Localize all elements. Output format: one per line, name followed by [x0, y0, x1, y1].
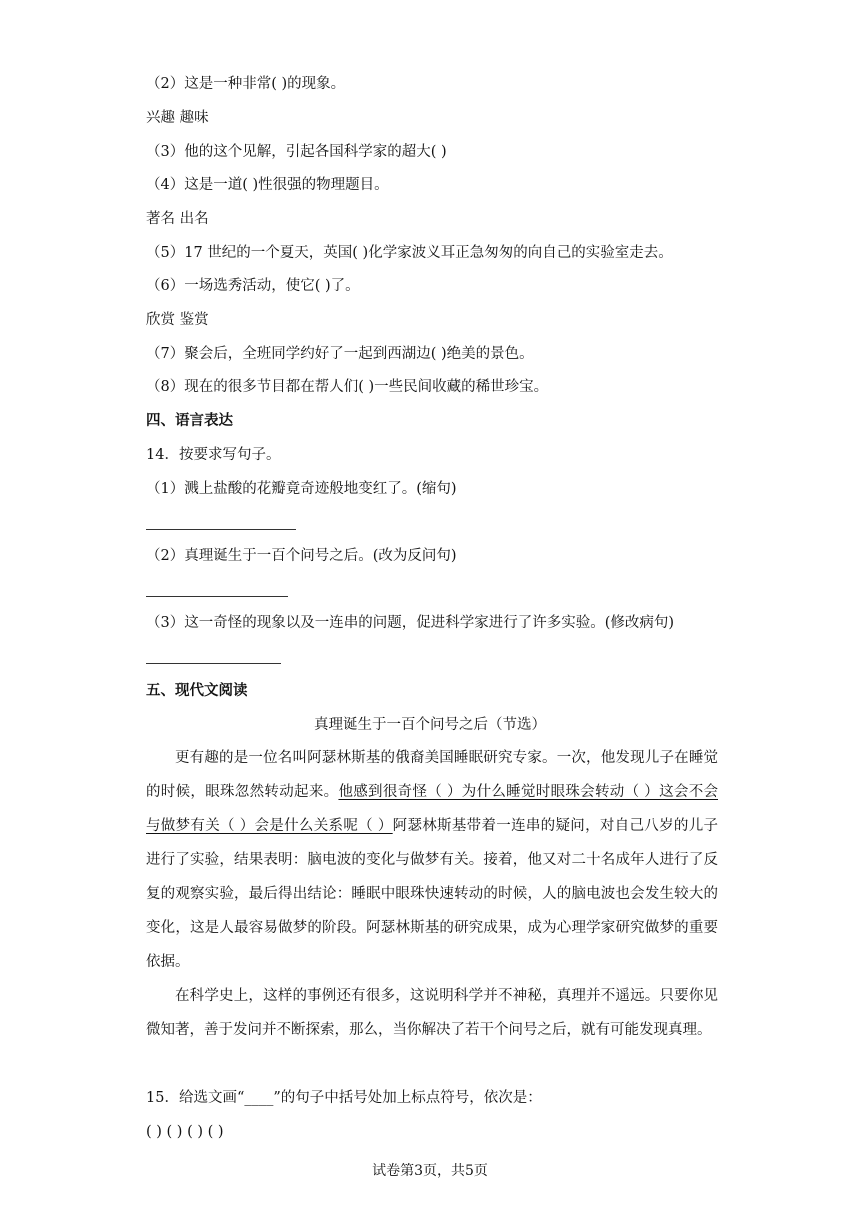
answer-blank[interactable]	[146, 529, 296, 530]
answer-blank[interactable]	[146, 596, 288, 597]
answer-blank[interactable]	[146, 663, 281, 664]
word-pair: 欣赏 鉴赏	[146, 312, 209, 328]
word-pair: 兴趣 趣味	[146, 110, 209, 126]
passage-paragraph	[146, 741, 718, 979]
question-line: （3）这一奇怪的现象以及一连串的问题，促进科学家进行了许多实验。(修改病句)	[146, 615, 675, 631]
section-heading: 五、现代文阅读	[146, 683, 248, 699]
question-line: （2）真理诞生于一百个问号之后。(改为反问句)	[146, 548, 457, 564]
page-footer: 试卷第3页，共5页	[372, 1163, 488, 1179]
question-line: 15．给选文画“____”的句子中括号处加上标点符号，依次是：	[146, 1090, 542, 1106]
passage-text: 阿瑟林斯基带着一连串的疑问，对自己八岁的儿子进行了实验，结果表明：脑电波的变化与做梦有关。接着，他又对二十名成年人进行了反复的观察实验，最后得出结论：睡眠中眼珠快速转动的时候，人的脑电波也会发生较大的变化，这是人最容易做梦的阶段。阿瑟林斯基的研究成果，成为心理学家研究做梦的重要依据。	[146, 818, 718, 970]
question-line: （3）他的这个见解，引起各国科学家的超大( )	[146, 144, 447, 160]
passage-text: 更有趣的是一位名叫阿瑟林斯基的俄裔美国睡眠研究专家。一次，他发现儿子在睡觉的时候，眼珠忽然转动起来。	[146, 750, 718, 800]
underlined-sentence: 他感到很奇怪（ ）为什么睡觉时眼珠会转动（ ）这会不会与做梦有关（ ）会是什么关系呢（ ）	[146, 784, 719, 834]
question-line: （7）聚会后，全班同学约好了一起到西湖边( )绝美的景色。	[146, 346, 534, 362]
question-line: （2）这是一种非常( )的现象。	[146, 76, 346, 92]
question-line: （8）现在的很多节目都在帮人们( )一些民间收藏的稀世珍宝。	[146, 379, 549, 395]
question-line: （5）17 世纪的一个夏天，英国( )化学家波义耳正急匆匆的向自己的实验室走去。	[146, 245, 673, 261]
word-pair: 著名 出名	[146, 211, 209, 227]
question-line: （1）溅上盐酸的花瓣竟奇迹般地变红了。(缩句)	[146, 481, 457, 497]
section-heading: 四、语言表达	[146, 413, 233, 429]
question-line: （6）一场选秀活动，使它( )了。	[146, 278, 360, 294]
question-line: （4）这是一道( )性很强的物理题目。	[146, 177, 389, 193]
passage-title: 真理诞生于一百个问号之后（节选）	[314, 717, 546, 733]
question-number: 14．按要求写句子。	[146, 447, 281, 463]
passage-paragraph: 在科学史上，这样的事例还有很多，这说明科学并不神秘，真理并不遥远。只要你见微知著，善于发问并不断探索，那么，当你解决了若干个问号之后，就有可能发现真理。	[146, 988, 718, 1038]
answer-brackets[interactable]: ( ) ( ) ( ) ( )	[146, 1124, 224, 1140]
